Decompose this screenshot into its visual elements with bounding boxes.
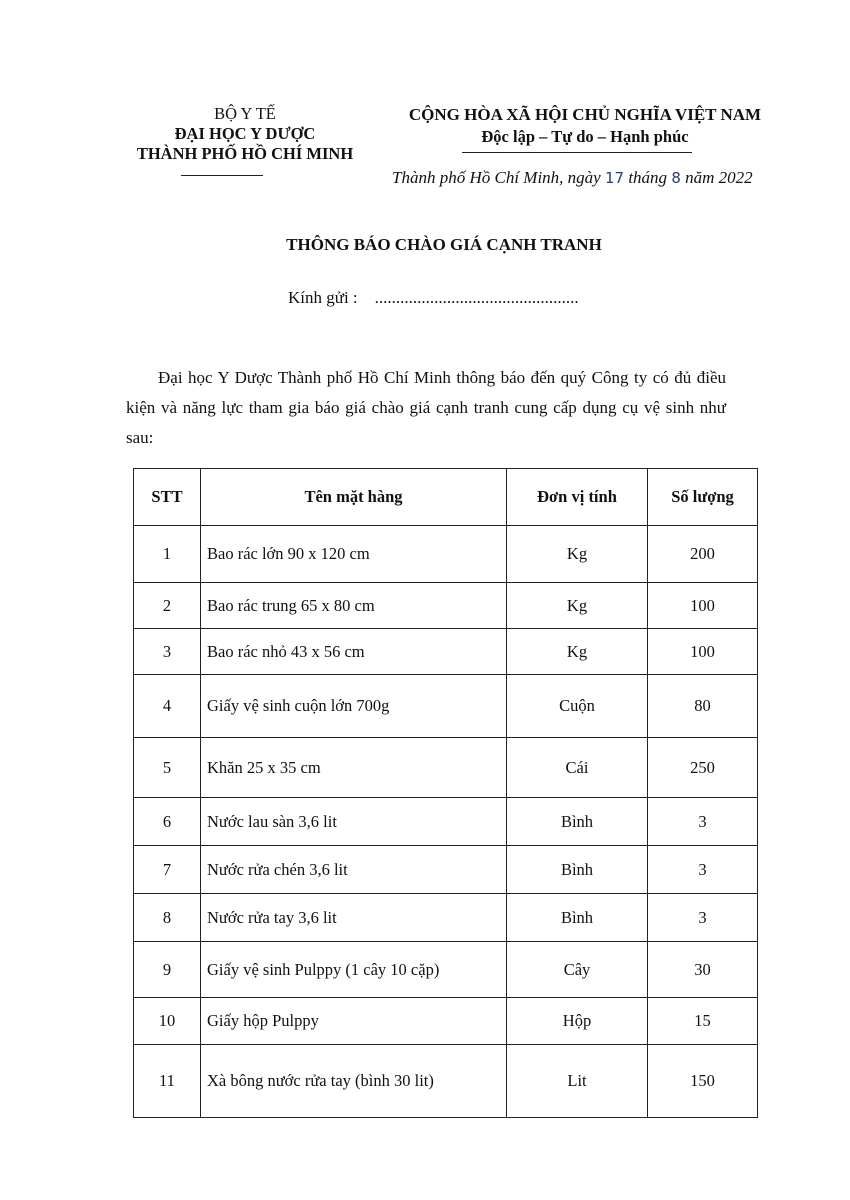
header-unit: Đơn vị tính xyxy=(507,469,648,526)
header-quantity: Số lượng xyxy=(648,469,758,526)
cell-item-name: Nước rửa chén 3,6 lit xyxy=(201,846,507,894)
university-name: ĐẠI HỌC Y DƯỢC xyxy=(174,124,316,143)
header-item-name: Tên mặt hàng xyxy=(201,469,507,526)
cell-stt: 5 xyxy=(134,738,201,798)
date-prefix: Thành phố Hồ Chí Minh, ngày xyxy=(392,168,601,187)
national-motto: Độc lập – Tự do – Hạnh phúc xyxy=(481,127,689,146)
table-row xyxy=(134,526,758,583)
recipient-blank: ................................................ xyxy=(374,288,579,307)
cell-unit: Bình xyxy=(507,846,648,894)
cell-item-name: Giấy hộp Pulppy xyxy=(201,998,507,1045)
national-title: CỘNG HÒA XÃ HỘI CHỦ NGHĨA VIỆT NAM xyxy=(408,105,762,124)
table-row xyxy=(134,629,758,675)
cell-stt: 6 xyxy=(134,798,201,846)
cell-unit: Bình xyxy=(507,798,648,846)
cell-unit: Kg xyxy=(507,526,648,583)
cell-unit: Cái xyxy=(507,738,648,798)
national-header xyxy=(380,104,790,148)
cell-quantity: 3 xyxy=(648,894,758,942)
cell-item-name: Bao rác trung 65 x 80 cm xyxy=(201,583,507,629)
table-header-row xyxy=(134,469,758,526)
cell-item-name: Khăn 25 x 35 cm xyxy=(201,738,507,798)
cell-stt: 8 xyxy=(134,894,201,942)
cell-stt: 7 xyxy=(134,846,201,894)
cell-quantity: 100 xyxy=(648,583,758,629)
cell-quantity: 150 xyxy=(648,1045,758,1118)
document-title: THÔNG BÁO CHÀO GIÁ CẠNH TRANH xyxy=(286,235,602,254)
table-row xyxy=(134,1045,758,1118)
cell-unit: Hộp xyxy=(507,998,648,1045)
cell-item-name: Giấy vệ sinh Pulppy (1 cây 10 cặp) xyxy=(201,942,507,998)
cell-stt: 9 xyxy=(134,942,201,998)
ministry-name: BỘ Y TẾ xyxy=(214,104,276,123)
cell-unit: Cuộn xyxy=(507,675,648,738)
table-row xyxy=(134,894,758,942)
cell-quantity: 250 xyxy=(648,738,758,798)
table-row xyxy=(134,798,758,846)
cell-item-name: Bao rác lớn 90 x 120 cm xyxy=(201,526,507,583)
cell-item-name: Bao rác nhỏ 43 x 56 cm xyxy=(201,629,507,675)
cell-stt: 4 xyxy=(134,675,201,738)
recipient-label: Kính gửi : xyxy=(288,288,358,307)
cell-item-name: Nước lau sàn 3,6 lit xyxy=(201,798,507,846)
recipient-line xyxy=(288,288,579,308)
motto-underline xyxy=(462,152,692,153)
cell-stt: 1 xyxy=(134,526,201,583)
cell-quantity: 3 xyxy=(648,846,758,894)
cell-item-name: Xà bông nước rửa tay (bình 30 lit) xyxy=(201,1045,507,1118)
cell-unit: Kg xyxy=(507,583,648,629)
date-month-handwritten: 8 xyxy=(671,169,681,187)
cell-stt: 2 xyxy=(134,583,201,629)
header-stt: STT xyxy=(134,469,201,526)
cell-item-name: Giấy vệ sinh cuộn lớn 700g xyxy=(201,675,507,738)
cell-item-name: Nước rửa tay 3,6 lit xyxy=(201,894,507,942)
issuer-block xyxy=(80,104,410,164)
table-row xyxy=(134,583,758,629)
body-paragraph: Đại học Y Dược Thành phố Hồ Chí Minh thông báo đến quý Công ty có đủ điều kiện và năng lực tham gia báo giá chào giá cạnh tranh cung cấp dụng cụ vệ sinh như sau: xyxy=(126,368,726,447)
cell-quantity: 200 xyxy=(648,526,758,583)
table-row xyxy=(134,675,758,738)
cell-quantity: 30 xyxy=(648,942,758,998)
date-month-label: tháng xyxy=(628,168,668,187)
cell-quantity: 80 xyxy=(648,675,758,738)
date-line xyxy=(392,168,812,188)
cell-unit: Cây xyxy=(507,942,648,998)
table-row xyxy=(134,998,758,1045)
cell-unit: Kg xyxy=(507,629,648,675)
date-year: năm 2022 xyxy=(685,168,753,187)
items-table xyxy=(133,468,758,1118)
cell-unit: Bình xyxy=(507,894,648,942)
cell-quantity: 15 xyxy=(648,998,758,1045)
cell-stt: 11 xyxy=(134,1045,201,1118)
cell-quantity: 100 xyxy=(648,629,758,675)
table-row xyxy=(134,846,758,894)
cell-stt: 10 xyxy=(134,998,201,1045)
cell-quantity: 3 xyxy=(648,798,758,846)
table-row xyxy=(134,738,758,798)
university-city: THÀNH PHỐ HỒ CHÍ MINH xyxy=(136,144,354,163)
table-row xyxy=(134,942,758,998)
cell-stt: 3 xyxy=(134,629,201,675)
issuer-underline xyxy=(181,175,263,176)
date-day-handwritten: 17 xyxy=(604,169,625,187)
cell-unit: Lit xyxy=(507,1045,648,1118)
